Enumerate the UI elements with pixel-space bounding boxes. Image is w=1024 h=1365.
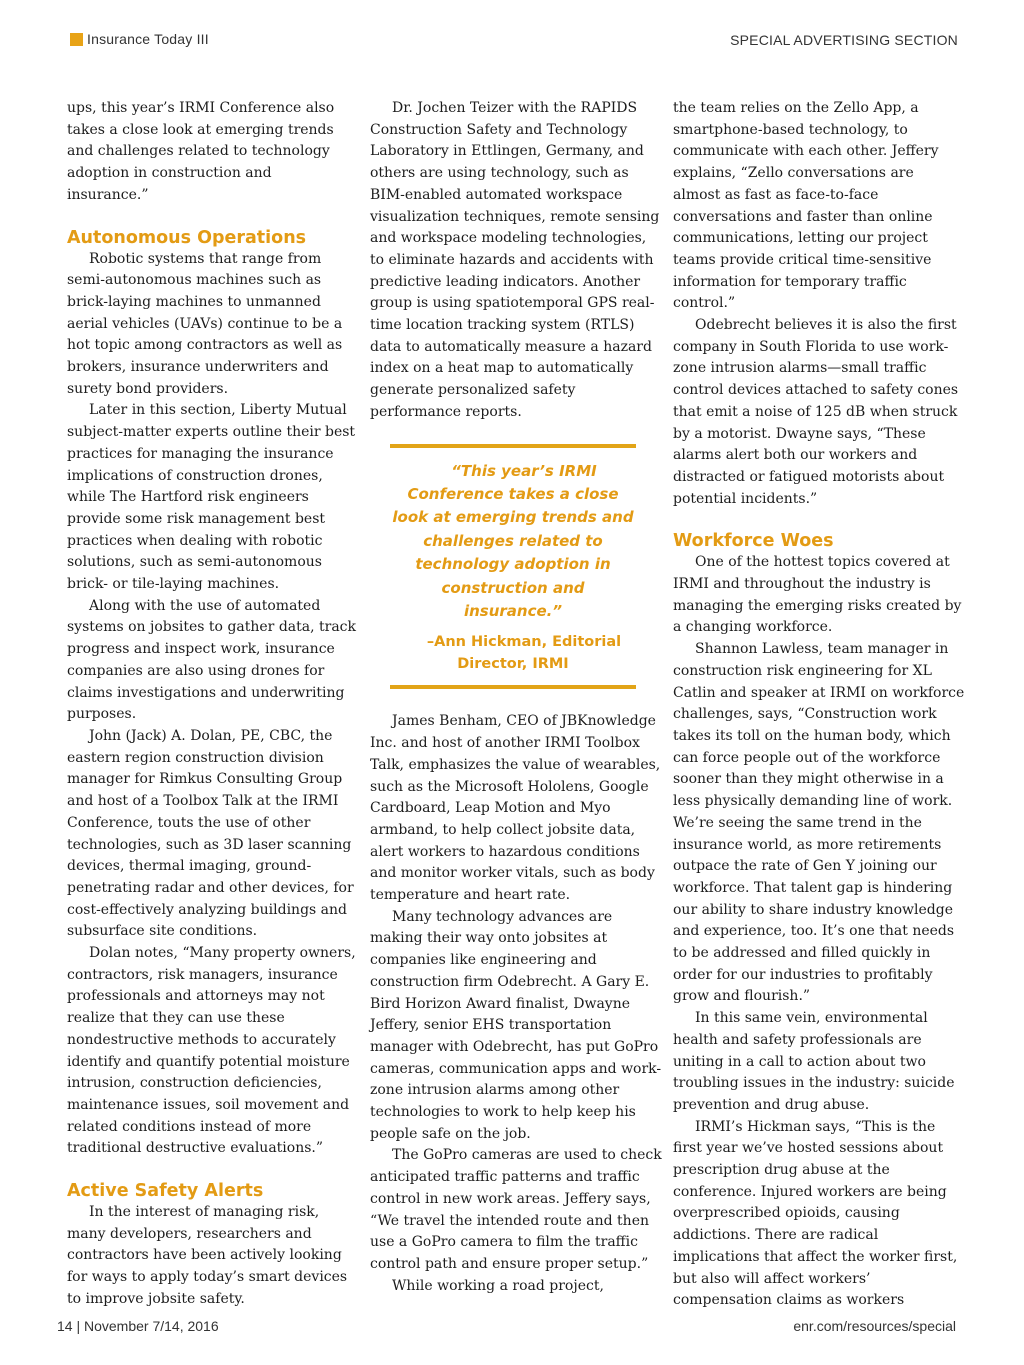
paragraph: Robotic systems that range from semi-autonomous machines such as brick-laying machines to unmanned aerial vehicles (UAVs) continue to be a hot topic among contractors as well as brokers, insurance underwriters and surety bond providers. — [67, 250, 343, 397]
paragraph: the team relies on the Zello App, a smartphone-based technology, to communicate with each other. Jeffery explains, “Zello conversations are almost as fast as face-to-face conversations and faster than online communications, letting our project teams provide critical time-sensitive information for temporary traffic control.” — [673, 100, 939, 312]
section-label: SPECIAL ADVERTISING SECTION — [730, 32, 958, 48]
pull-quote — [390, 444, 636, 690]
section-marker-icon — [70, 33, 83, 46]
paragraph: IRMI’s Hickman says, “This is the first year we’ve hosted sessions about prescription drug abuse at the conference. Injured workers are being overprescribed opioids, causing addictions. There are radical implications that affect the worker first, but also will affect workers’ compensation claims as workers — [673, 1118, 958, 1309]
paragraph: Later in this section, Liberty Mutual subject-matter experts outline their best practices for managing the insurance implications of construction drones, while The Hartford risk engineers provide some risk management best practices when dealing with robotic solutions, such as semi-autonomous brick- or tile-laying machines. — [67, 402, 356, 593]
heading-autonomous-operations: Autonomous Operations — [67, 227, 307, 248]
heading-workforce-woes: Workforce Woes — [673, 531, 834, 552]
column-2 — [370, 98, 662, 1297]
paragraph: James Benham, CEO of JBKnowledge Inc. and host of another IRMI Toolbox Talk, emphasizes the value of wearables, such as the Microsoft Hololens, Google Cardboard, Leap Motion and Myo armband, to help collect jobsite data, alert workers to hazardous conditions and monitor worker vitals, such as body temperature and heart rate. — [370, 713, 661, 904]
page-header — [0, 31, 1024, 53]
paragraph: The GoPro cameras are used to check anticipated traffic patterns and traffic control in new work areas. Jeffery says, “We travel the intended route and then use a GoPro camera to film the traffic control path and ensure proper setup.” — [370, 1147, 662, 1272]
paragraph: In the interest of managing risk, many developers, researchers and contractors have been actively looking for ways to apply today’s smart devices to improve jobsite safety. — [67, 1204, 348, 1307]
paragraph: ups, this year’s IRMI Conference also takes a close look at emerging trends and challenges related to technology adoption in construction and insurance.” — [67, 100, 335, 203]
paragraph: Dolan notes, “Many property owners, contractors, risk managers, insurance professionals and attorneys may not realize that they can use these nondestructive methods to accurately identify and quantify potential moisture intrusion, construction deficiencies, maintenance issues, soil movement and related conditions instead of more traditional destructive evaluations.” — [67, 945, 356, 1157]
pull-quote-attribution: –Ann Hickman, Editorial Director, IRMI — [426, 634, 622, 673]
paragraph: Odebrecht believes it is also the first company in South Florida to use work-zone intrusion alarms—small traffic control devices attached to safety cones that emit a noise of 125 dB when struck by a motorist. Dwayne says, “These alarms alert both our workers and distracted or fatigued motorists about potential incidents.” — [673, 317, 959, 507]
paragraph: John (Jack) A. Dolan, PE, CBC, the eastern region construction division manager for Rimkus Consulting Group and host of a Toolbox Talk at the IRMI Conference, touts the use of other technologies, such as 3D laser scanning devices, thermal imaging, ground-penetrating radar and other devices, for cost-effectively analyzing buildings and subsurface site conditions. — [67, 727, 354, 940]
paragraph: While working a road project, — [392, 1277, 604, 1294]
paragraph: One of the hottest topics covered at IRMI and throughout the industry is managing the emerging risks created by a changing workforce. — [673, 554, 962, 636]
pull-quote-text: “This year’s IRMI Conference takes a close look at emerging trends and challenges related to technology adoption in construction and insurance.” — [392, 461, 634, 620]
paragraph: Dr. Jochen Teizer with the RAPIDS Construction Safety and Technology Laboratory in Ettlingen, Germany, and others are using technology, such as BIM-enabled automated workspace visualization techniques, remote sensing and workspace modeling technologies, to eliminate hazards and accidents with predictive leading indicators. Another group is using spatiotemporal GPS real-time location tracking system (RTLS) data to automatically measure a hazard index on a heat map to automatically generate personalized safety performance reports. — [370, 100, 660, 420]
paragraph: Many technology advances are making their way onto jobsites at companies like engineering and construction firm Odebrecht. A Gary E. Bird Horizon Award finalist, Dwayne Jeffery, senior EHS transportation manager with Odebrecht, has put GoPro cameras, communication apps and work-zone intrusion alarms among other technologies to work to help keep his people safe on the job. — [370, 908, 662, 1142]
heading-active-safety-alerts: Active Safety Alerts — [67, 1181, 264, 1202]
page-number-date: 14 | November 7/14, 2016 — [57, 1318, 219, 1334]
publication-label — [70, 31, 209, 47]
column-1 — [67, 98, 357, 1311]
publication-name: Insurance Today III — [87, 31, 209, 47]
paragraph: Shannon Lawless, team manager in construction risk engineering for XL Catlin and speaker at IRMI on workforce challenges, says, “Construction work takes its toll on the human body, which can force people out of the workforce sooner than they might otherwise in a less physically demanding line of work. We’re seeing the same trend in the insurance world, as more retirements outpace the rate of Gen Y joining our workforce. That talent gap is hindering our ability to share industry knowledge and experience, too. It’s one that needs to be addressed and filled quickly in order for our industries to profitably grow and flourish.” — [673, 641, 965, 1005]
paragraph: Along with the use of automated systems on jobsites to gather data, track progress and inspect work, insurance companies are also using drones for claims investigations and underwriting purposes. — [67, 597, 356, 723]
paragraph: In this same vein, environmental health and safety professionals are uniting in a call to action about two troubling issues in the industry: suicide prevention and drug abuse. — [673, 1010, 955, 1113]
column-3 — [673, 98, 965, 1312]
footer-url: enr.com/resources/special — [793, 1318, 956, 1334]
